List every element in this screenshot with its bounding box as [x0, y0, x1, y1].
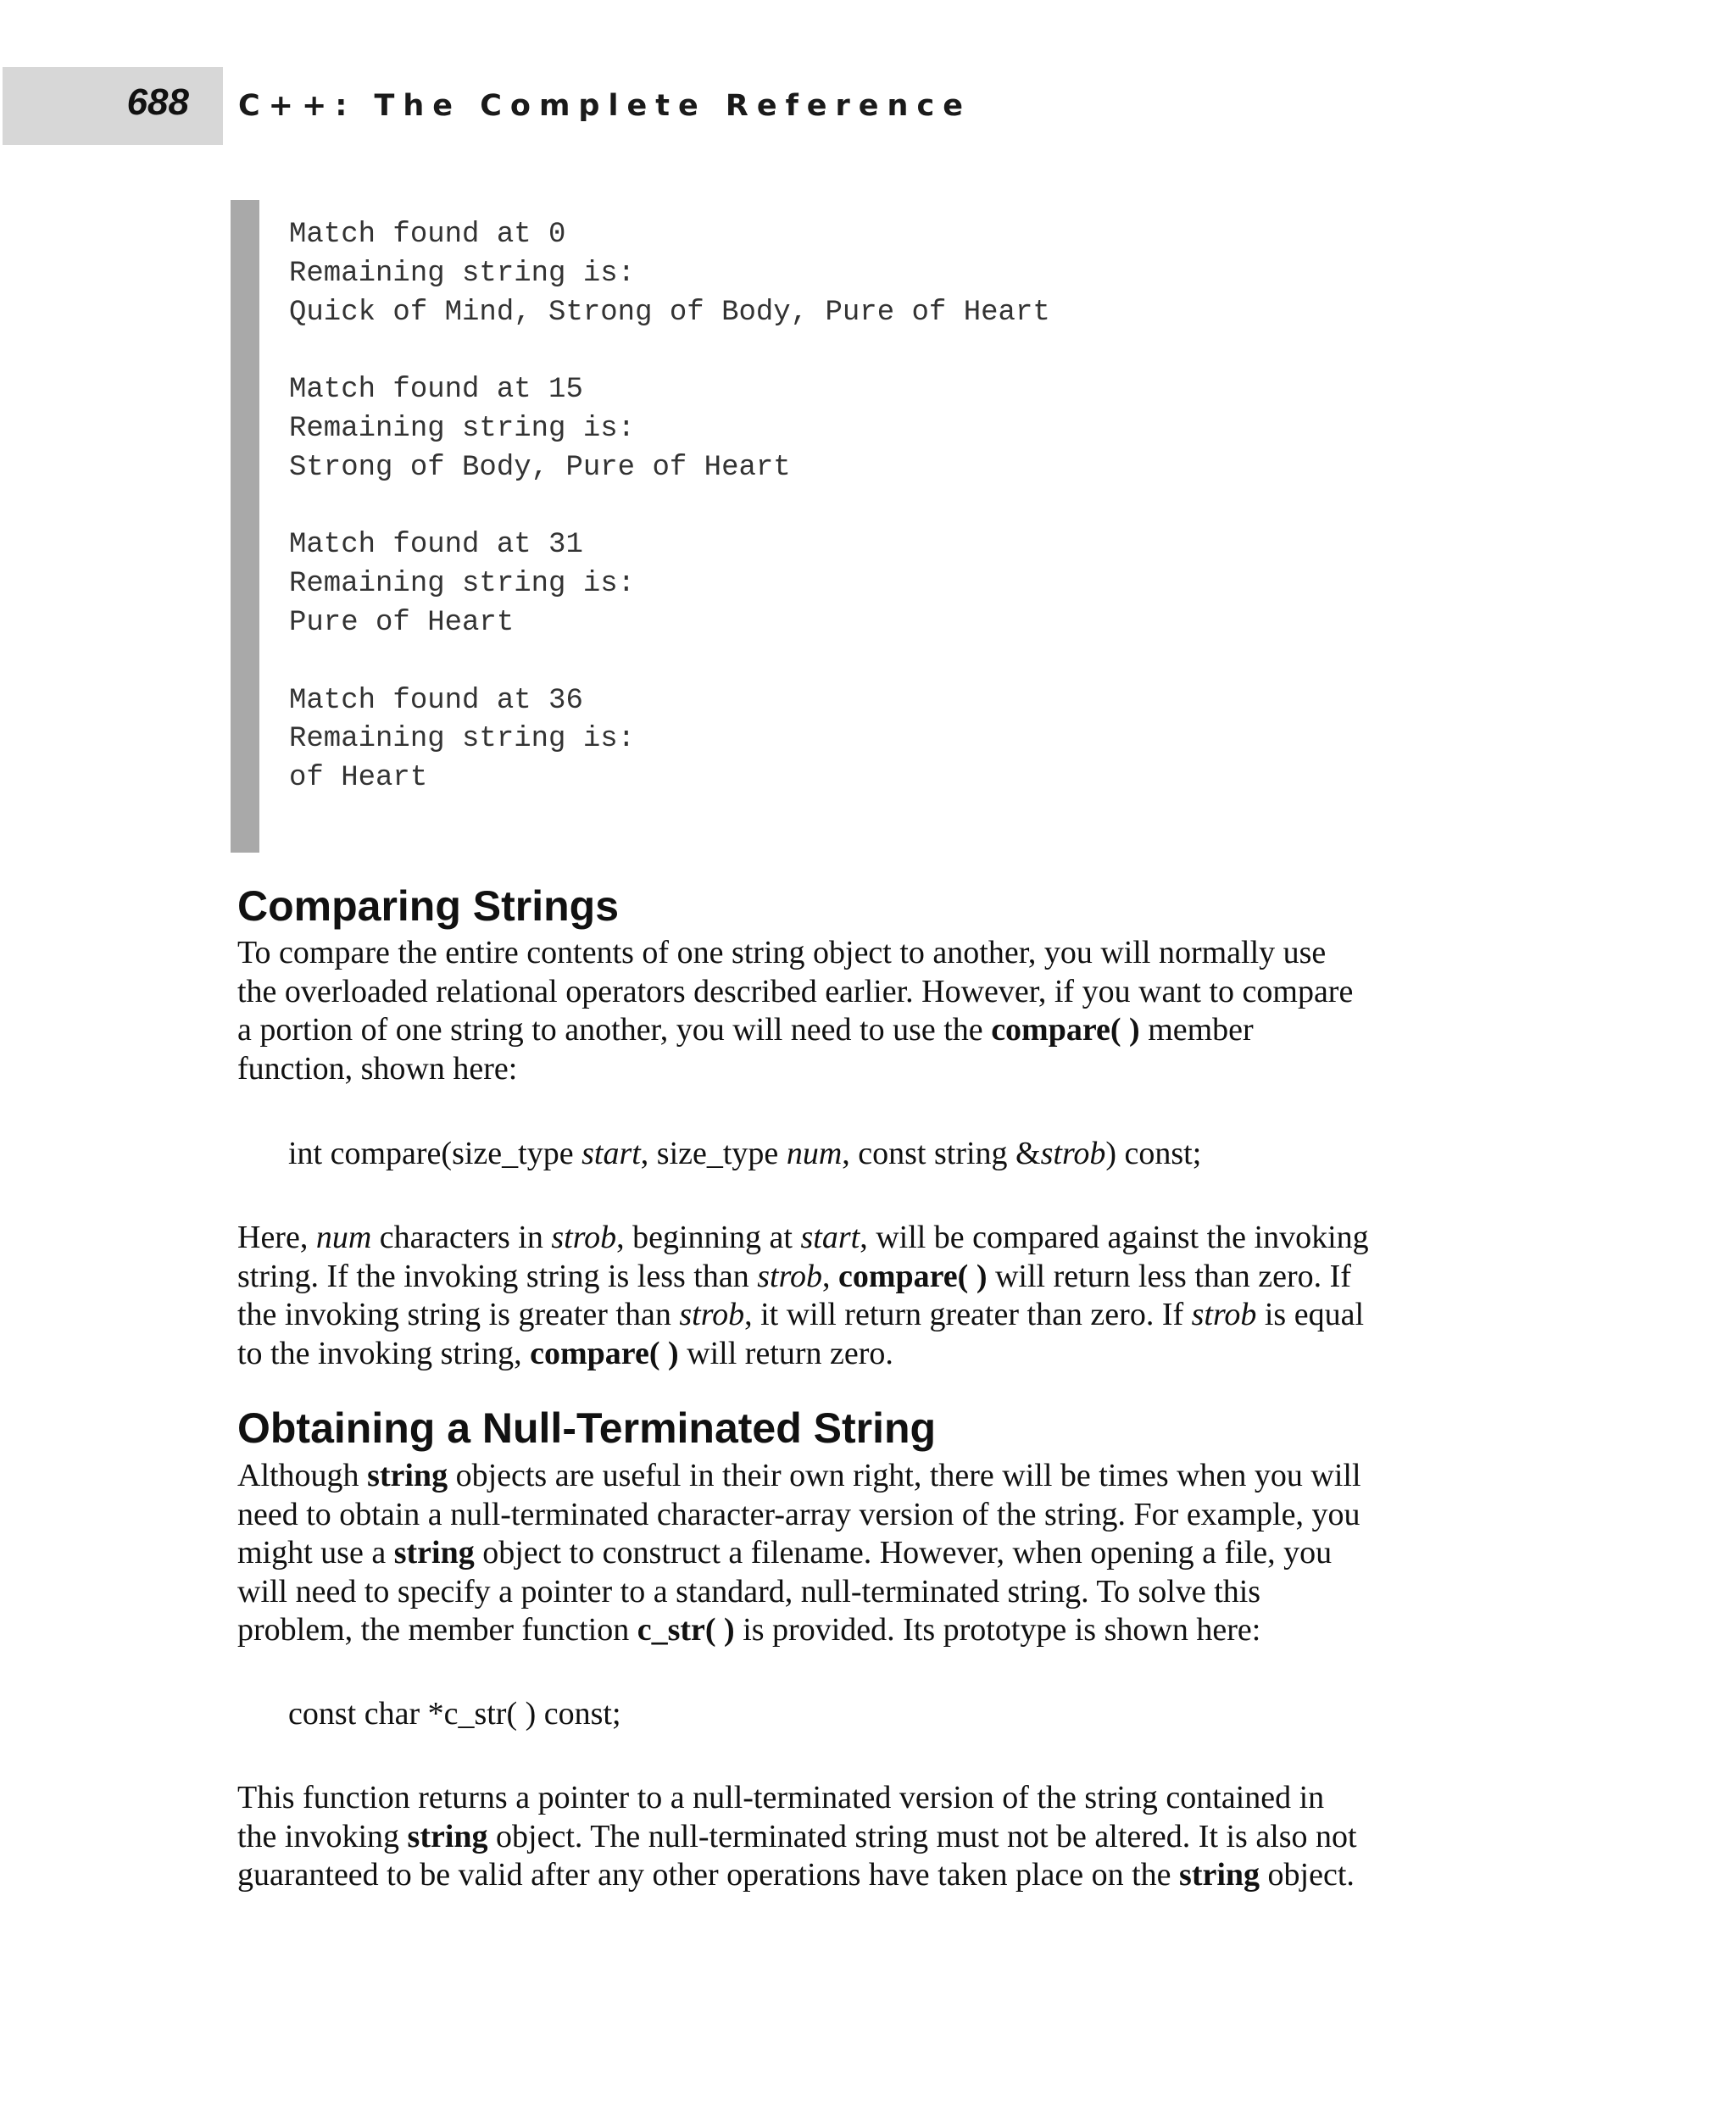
- section-heading-null-terminated-string: Obtaining a Null-Terminated String: [237, 1404, 937, 1452]
- output-line: Match found at 15: [289, 374, 583, 407]
- text-line: the overloaded relational operators described earlier. However, if you want to compare: [237, 973, 1354, 1009]
- output-line: Match found at 36: [289, 684, 583, 717]
- section-heading-comparing-strings: Comparing Strings: [237, 882, 620, 930]
- output-line: Remaining string is:: [289, 412, 636, 445]
- param-name: num: [786, 1136, 843, 1171]
- text-line: This function returns a pointer to a null-terminated version of the string contained in: [237, 1780, 1325, 1815]
- page-number: 688: [126, 81, 189, 123]
- output-line: Match found at 31: [289, 529, 583, 562]
- output-line: [289, 643, 1050, 682]
- output-line: of Heart: [289, 762, 428, 795]
- compare-prototype: int compare(size_type start, size_type num, const string &strob) const;: [288, 1136, 1202, 1171]
- output-line: Strong of Body, Pure of Heart: [289, 451, 791, 484]
- output-line: Quick of Mind, Strong of Body, Pure of Heart: [289, 296, 1050, 329]
- null-explanation-paragraph: [237, 1779, 1492, 1895]
- text-line: the invoking string is greater than strob, it will return greater than zero. If strob is equal: [237, 1297, 1364, 1333]
- program-output: [289, 216, 1050, 798]
- text-line: Although string objects are useful in their own right, there will be times when you will: [237, 1458, 1361, 1493]
- output-line: Pure of Heart: [289, 606, 515, 639]
- page-number-box: [3, 67, 223, 145]
- null-intro-paragraph: [237, 1457, 1492, 1650]
- text-line: a portion of one string to another, you will need to use the compare( ) member: [237, 1012, 1254, 1048]
- text-line: need to obtain a null-terminated character-array version of the string. For example, you: [237, 1496, 1360, 1532]
- compare-intro-paragraph: [237, 934, 1492, 1088]
- output-sidebar-bar: [231, 200, 259, 853]
- text-line: Here, num characters in strob, beginning at start, will be compared against the invoking: [237, 1220, 1369, 1255]
- text-line: function, shown here:: [237, 1050, 518, 1087]
- text-line: problem, the member function c_str( ) is provided. Its prototype is shown here:: [237, 1612, 1261, 1648]
- text-line: string. If the invoking string is less than strob, compare( ) will return less than zero. If: [237, 1258, 1351, 1294]
- text-line: the invoking string object. The null-terminated string must not be altered. It is also not: [237, 1818, 1357, 1854]
- output-line: Remaining string is:: [289, 257, 636, 290]
- output-line: Remaining string is:: [289, 568, 636, 601]
- output-line: [289, 488, 1050, 527]
- running-head: C++: The Complete Reference: [238, 89, 971, 123]
- output-line: Match found at 0: [289, 219, 566, 251]
- param-name: strob: [1040, 1136, 1106, 1171]
- c-str-prototype: const char *c_str( ) const;: [288, 1696, 621, 1732]
- output-line: [289, 332, 1050, 371]
- compare-explanation-paragraph: [237, 1219, 1492, 1373]
- text-line: will need to specify a pointer to a standard, null-terminated string. To solve this: [237, 1573, 1261, 1609]
- text-line: To compare the entire contents of one string object to another, you will normally use: [237, 935, 1327, 970]
- text-line: to the invoking string, compare( ) will return zero.: [237, 1335, 893, 1371]
- text-line: guaranteed to be valid after any other operations have taken place on the string object.: [237, 1857, 1355, 1893]
- text-line: might use a string object to construct a filename. However, when opening a file, you: [237, 1535, 1333, 1571]
- param-name: start: [581, 1136, 641, 1171]
- output-line: Remaining string is:: [289, 723, 636, 756]
- function-name: compare( ): [991, 1012, 1140, 1048]
